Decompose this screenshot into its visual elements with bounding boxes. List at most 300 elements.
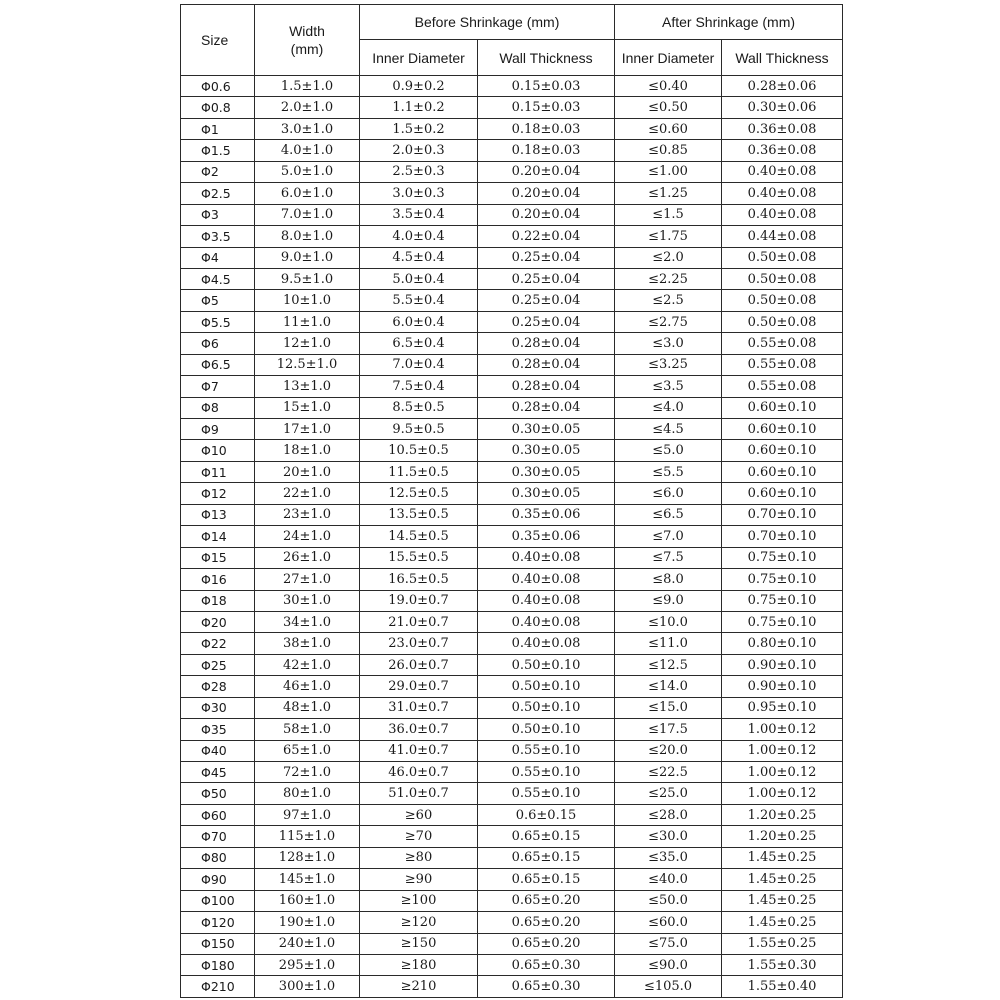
size-cell: Φ20 [181, 611, 255, 632]
table-row [181, 954, 843, 975]
width-cell: 58±1.0 [255, 719, 360, 740]
inner-diameter-after-cell: ≤6.0 [615, 483, 722, 504]
size-cell: Φ8 [181, 397, 255, 418]
wall-thickness-after-cell: 1.55±0.30 [722, 954, 843, 975]
table-row [181, 333, 843, 354]
wall-thickness-before-cell: 0.40±0.08 [478, 547, 615, 568]
size-cell: Φ100 [181, 890, 255, 911]
inner-diameter-before-cell: ≥180 [360, 954, 478, 975]
inner-diameter-before-cell: 0.9±0.2 [360, 76, 478, 97]
wall-thickness-after-cell: 0.75±0.10 [722, 569, 843, 590]
wall-thickness-before-cell: 0.40±0.08 [478, 569, 615, 590]
inner-diameter-after-cell: ≤6.5 [615, 504, 722, 525]
size-cell: Φ25 [181, 654, 255, 675]
table-row [181, 311, 843, 332]
wall-thickness-after-header: Wall Thickness [722, 40, 843, 76]
wall-thickness-after-cell: 1.55±0.40 [722, 976, 843, 997]
size-cell: Φ120 [181, 912, 255, 933]
wall-thickness-after-cell: 0.70±0.10 [722, 504, 843, 525]
wall-thickness-before-cell: 0.65±0.20 [478, 912, 615, 933]
size-cell: Φ18 [181, 590, 255, 611]
wall-thickness-before-cell: 0.28±0.04 [478, 333, 615, 354]
inner-diameter-before-cell: 26.0±0.7 [360, 654, 478, 675]
wall-thickness-after-cell: 0.28±0.06 [722, 76, 843, 97]
wall-thickness-before-cell: 0.65±0.30 [478, 976, 615, 997]
inner-diameter-before-cell: 46.0±0.7 [360, 762, 478, 783]
size-cell: Φ210 [181, 976, 255, 997]
size-cell: Φ4 [181, 247, 255, 268]
wall-thickness-after-cell: 0.50±0.08 [722, 290, 843, 311]
size-cell: Φ150 [181, 933, 255, 954]
inner-diameter-after-cell: ≤3.5 [615, 376, 722, 397]
wall-thickness-before-cell: 0.65±0.30 [478, 954, 615, 975]
width-cell: 65±1.0 [255, 740, 360, 761]
size-cell: Φ50 [181, 783, 255, 804]
wall-thickness-after-cell: 1.00±0.12 [722, 719, 843, 740]
inner-diameter-after-cell: ≤28.0 [615, 804, 722, 825]
inner-diameter-after-cell: ≤35.0 [615, 847, 722, 868]
table-row [181, 268, 843, 289]
inner-diameter-before-cell: 4.0±0.4 [360, 226, 478, 247]
inner-diameter-after-cell: ≤2.25 [615, 268, 722, 289]
width-cell: 15±1.0 [255, 397, 360, 418]
table-row [181, 118, 843, 139]
table-row [181, 976, 843, 997]
wall-thickness-after-cell: 0.60±0.10 [722, 397, 843, 418]
inner-diameter-after-cell: ≤2.0 [615, 247, 722, 268]
inner-diameter-after-cell: ≤15.0 [615, 697, 722, 718]
inner-diameter-after-cell: ≤50.0 [615, 890, 722, 911]
inner-diameter-after-cell: ≤90.0 [615, 954, 722, 975]
wall-thickness-after-cell: 1.45±0.25 [722, 869, 843, 890]
wall-thickness-before-cell: 0.35±0.06 [478, 504, 615, 525]
wall-thickness-after-cell: 0.40±0.08 [722, 183, 843, 204]
size-cell: Φ2.5 [181, 183, 255, 204]
table-row [181, 397, 843, 418]
inner-diameter-after-cell: ≤1.25 [615, 183, 722, 204]
wall-thickness-before-cell: 0.28±0.04 [478, 376, 615, 397]
inner-diameter-after-cell: ≤1.00 [615, 161, 722, 182]
size-cell: Φ35 [181, 719, 255, 740]
shrink-tube-spec-table [180, 4, 843, 998]
table-row [181, 461, 843, 482]
wall-thickness-after-cell: 0.40±0.08 [722, 204, 843, 225]
width-cell: 4.0±1.0 [255, 140, 360, 161]
inner-diameter-before-cell: 2.5±0.3 [360, 161, 478, 182]
size-cell: Φ4.5 [181, 268, 255, 289]
inner-diameter-before-cell: 21.0±0.7 [360, 611, 478, 632]
inner-diameter-before-cell: 5.5±0.4 [360, 290, 478, 311]
width-cell: 8.0±1.0 [255, 226, 360, 247]
width-cell: 3.0±1.0 [255, 118, 360, 139]
wall-thickness-before-cell: 0.28±0.04 [478, 354, 615, 375]
size-cell: Φ22 [181, 633, 255, 654]
inner-diameter-after-cell: ≤7.0 [615, 526, 722, 547]
width-cell: 10±1.0 [255, 290, 360, 311]
inner-diameter-before-cell: 9.5±0.5 [360, 419, 478, 440]
inner-diameter-before-cell: 14.5±0.5 [360, 526, 478, 547]
wall-thickness-before-cell: 0.30±0.05 [478, 483, 615, 504]
inner-diameter-after-cell: ≤20.0 [615, 740, 722, 761]
width-cell: 27±1.0 [255, 569, 360, 590]
inner-diameter-before-cell: 7.0±0.4 [360, 354, 478, 375]
table-row [181, 354, 843, 375]
size-cell: Φ0.6 [181, 76, 255, 97]
wall-thickness-after-cell: 1.45±0.25 [722, 912, 843, 933]
inner-diameter-before-cell: 13.5±0.5 [360, 504, 478, 525]
inner-diameter-after-cell: ≤22.5 [615, 762, 722, 783]
inner-diameter-after-cell: ≤5.0 [615, 440, 722, 461]
table-row [181, 654, 843, 675]
width-cell: 240±1.0 [255, 933, 360, 954]
width-cell: 24±1.0 [255, 526, 360, 547]
inner-diameter-after-cell: ≤0.60 [615, 118, 722, 139]
inner-diameter-after-cell: ≤0.40 [615, 76, 722, 97]
inner-diameter-before-cell: 10.5±0.5 [360, 440, 478, 461]
width-cell: 97±1.0 [255, 804, 360, 825]
inner-diameter-before-cell: 51.0±0.7 [360, 783, 478, 804]
inner-diameter-before-cell: 5.0±0.4 [360, 268, 478, 289]
size-cell: Φ40 [181, 740, 255, 761]
inner-diameter-after-cell: ≤1.75 [615, 226, 722, 247]
wall-thickness-before-header: Wall Thickness [478, 40, 615, 76]
wall-thickness-after-cell: 0.55±0.08 [722, 376, 843, 397]
wall-thickness-after-cell: 1.45±0.25 [722, 890, 843, 911]
inner-diameter-after-cell: ≤7.5 [615, 547, 722, 568]
inner-diameter-before-cell: 36.0±0.7 [360, 719, 478, 740]
width-header-line1: Width [289, 23, 325, 39]
wall-thickness-after-cell: 1.20±0.25 [722, 804, 843, 825]
size-cell: Φ80 [181, 847, 255, 868]
size-header: Size [181, 5, 255, 76]
width-header-line2: (mm) [290, 41, 324, 57]
wall-thickness-before-cell: 0.65±0.15 [478, 869, 615, 890]
wall-thickness-after-cell: 0.44±0.08 [722, 226, 843, 247]
table-row [181, 762, 843, 783]
table-row [181, 547, 843, 568]
inner-diameter-after-cell: ≤14.0 [615, 676, 722, 697]
inner-diameter-before-cell: 1.1±0.2 [360, 97, 478, 118]
wall-thickness-before-cell: 0.65±0.20 [478, 933, 615, 954]
wall-thickness-after-cell: 0.30±0.06 [722, 97, 843, 118]
inner-diameter-before-cell: 11.5±0.5 [360, 461, 478, 482]
wall-thickness-before-cell: 0.35±0.06 [478, 526, 615, 547]
inner-diameter-after-cell: ≤9.0 [615, 590, 722, 611]
wall-thickness-before-cell: 0.40±0.08 [478, 633, 615, 654]
table-row [181, 419, 843, 440]
inner-diameter-after-cell: ≤0.85 [615, 140, 722, 161]
wall-thickness-before-cell: 0.28±0.04 [478, 397, 615, 418]
size-cell: Φ15 [181, 547, 255, 568]
table-row [181, 740, 843, 761]
wall-thickness-before-cell: 0.55±0.10 [478, 762, 615, 783]
size-cell: Φ70 [181, 826, 255, 847]
wall-thickness-before-cell: 0.15±0.03 [478, 97, 615, 118]
table-row [181, 247, 843, 268]
width-cell: 5.0±1.0 [255, 161, 360, 182]
wall-thickness-after-cell: 1.00±0.12 [722, 740, 843, 761]
table-row [181, 847, 843, 868]
inner-diameter-before-cell: 1.5±0.2 [360, 118, 478, 139]
width-cell: 26±1.0 [255, 547, 360, 568]
inner-diameter-before-cell: 19.0±0.7 [360, 590, 478, 611]
table-row [181, 97, 843, 118]
inner-diameter-after-cell: ≤3.25 [615, 354, 722, 375]
size-cell: Φ16 [181, 569, 255, 590]
wall-thickness-before-cell: 0.22±0.04 [478, 226, 615, 247]
width-cell: 160±1.0 [255, 890, 360, 911]
wall-thickness-before-cell: 0.15±0.03 [478, 76, 615, 97]
inner-diameter-before-cell: 31.0±0.7 [360, 697, 478, 718]
inner-diameter-before-cell: ≥100 [360, 890, 478, 911]
width-cell: 7.0±1.0 [255, 204, 360, 225]
inner-diameter-before-cell: 3.0±0.3 [360, 183, 478, 204]
inner-diameter-before-cell: 16.5±0.5 [360, 569, 478, 590]
wall-thickness-after-cell: 1.00±0.12 [722, 783, 843, 804]
width-cell: 48±1.0 [255, 697, 360, 718]
width-cell: 38±1.0 [255, 633, 360, 654]
inner-diameter-after-cell: ≤11.0 [615, 633, 722, 654]
width-cell: 190±1.0 [255, 912, 360, 933]
width-cell: 46±1.0 [255, 676, 360, 697]
inner-diameter-before-cell: ≥120 [360, 912, 478, 933]
width-cell: 18±1.0 [255, 440, 360, 461]
size-cell: Φ14 [181, 526, 255, 547]
inner-diameter-before-header: Inner Diameter [360, 40, 478, 76]
table-row [181, 76, 843, 97]
wall-thickness-after-cell: 0.75±0.10 [722, 547, 843, 568]
inner-diameter-after-cell: ≤5.5 [615, 461, 722, 482]
inner-diameter-after-cell: ≤30.0 [615, 826, 722, 847]
inner-diameter-before-cell: 23.0±0.7 [360, 633, 478, 654]
table-row [181, 633, 843, 654]
size-cell: Φ6.5 [181, 354, 255, 375]
size-cell: Φ45 [181, 762, 255, 783]
table-row [181, 526, 843, 547]
size-cell: Φ28 [181, 676, 255, 697]
wall-thickness-after-cell: 1.55±0.25 [722, 933, 843, 954]
wall-thickness-before-cell: 0.20±0.04 [478, 204, 615, 225]
table-row [181, 611, 843, 632]
wall-thickness-before-cell: 0.30±0.05 [478, 440, 615, 461]
inner-diameter-before-cell: 15.5±0.5 [360, 547, 478, 568]
wall-thickness-before-cell: 0.50±0.10 [478, 654, 615, 675]
inner-diameter-before-cell: ≥150 [360, 933, 478, 954]
width-cell: 11±1.0 [255, 311, 360, 332]
inner-diameter-before-cell: 7.5±0.4 [360, 376, 478, 397]
width-cell: 13±1.0 [255, 376, 360, 397]
table-row [181, 376, 843, 397]
wall-thickness-before-cell: 0.20±0.04 [478, 161, 615, 182]
inner-diameter-after-cell: ≤25.0 [615, 783, 722, 804]
size-cell: Φ2 [181, 161, 255, 182]
wall-thickness-before-cell: 0.40±0.08 [478, 611, 615, 632]
inner-diameter-after-cell: ≤4.5 [615, 419, 722, 440]
inner-diameter-after-cell: ≤2.5 [615, 290, 722, 311]
width-cell: 72±1.0 [255, 762, 360, 783]
width-cell: 17±1.0 [255, 419, 360, 440]
inner-diameter-before-cell: ≥210 [360, 976, 478, 997]
table-row [181, 204, 843, 225]
size-cell: Φ5 [181, 290, 255, 311]
wall-thickness-before-cell: 0.30±0.05 [478, 419, 615, 440]
size-cell: Φ13 [181, 504, 255, 525]
table-row [181, 826, 843, 847]
table-body [181, 76, 843, 998]
table-row [181, 697, 843, 718]
size-cell: Φ6 [181, 333, 255, 354]
before-shrinkage-header: Before Shrinkage (mm) [360, 5, 615, 40]
size-cell: Φ90 [181, 869, 255, 890]
table-row [181, 290, 843, 311]
after-shrinkage-header: After Shrinkage (mm) [615, 5, 843, 40]
inner-diameter-after-cell: ≤40.0 [615, 869, 722, 890]
inner-diameter-after-cell: ≤10.0 [615, 611, 722, 632]
width-cell: 12±1.0 [255, 333, 360, 354]
size-cell: Φ0.8 [181, 97, 255, 118]
wall-thickness-after-cell: 0.75±0.10 [722, 590, 843, 611]
width-cell: 30±1.0 [255, 590, 360, 611]
inner-diameter-after-cell: ≤8.0 [615, 569, 722, 590]
width-cell: 23±1.0 [255, 504, 360, 525]
width-cell: 6.0±1.0 [255, 183, 360, 204]
wall-thickness-after-cell: 0.50±0.08 [722, 247, 843, 268]
table-row [181, 933, 843, 954]
inner-diameter-before-cell: ≥90 [360, 869, 478, 890]
wall-thickness-before-cell: 0.25±0.04 [478, 247, 615, 268]
inner-diameter-before-cell: 6.5±0.4 [360, 333, 478, 354]
size-cell: Φ10 [181, 440, 255, 461]
inner-diameter-after-cell: ≤60.0 [615, 912, 722, 933]
width-cell: 12.5±1.0 [255, 354, 360, 375]
width-cell: 80±1.0 [255, 783, 360, 804]
inner-diameter-before-cell: ≥60 [360, 804, 478, 825]
wall-thickness-before-cell: 0.25±0.04 [478, 290, 615, 311]
inner-diameter-after-cell: ≤2.75 [615, 311, 722, 332]
width-cell: 9.5±1.0 [255, 268, 360, 289]
wall-thickness-before-cell: 0.20±0.04 [478, 183, 615, 204]
width-cell: 1.5±1.0 [255, 76, 360, 97]
wall-thickness-after-cell: 0.55±0.08 [722, 354, 843, 375]
inner-diameter-before-cell: 12.5±0.5 [360, 483, 478, 504]
wall-thickness-before-cell: 0.6±0.15 [478, 804, 615, 825]
wall-thickness-before-cell: 0.25±0.04 [478, 311, 615, 332]
size-cell: Φ1.5 [181, 140, 255, 161]
table-row [181, 161, 843, 182]
wall-thickness-after-cell: 0.95±0.10 [722, 697, 843, 718]
size-cell: Φ30 [181, 697, 255, 718]
wall-thickness-before-cell: 0.55±0.10 [478, 740, 615, 761]
size-cell: Φ1 [181, 118, 255, 139]
wall-thickness-before-cell: 0.40±0.08 [478, 590, 615, 611]
size-cell: Φ12 [181, 483, 255, 504]
wall-thickness-after-cell: 0.36±0.08 [722, 118, 843, 139]
table-row [181, 783, 843, 804]
width-cell: 22±1.0 [255, 483, 360, 504]
wall-thickness-after-cell: 0.50±0.08 [722, 268, 843, 289]
width-cell: 115±1.0 [255, 826, 360, 847]
wall-thickness-before-cell: 0.50±0.10 [478, 719, 615, 740]
inner-diameter-after-cell: ≤17.5 [615, 719, 722, 740]
wall-thickness-before-cell: 0.18±0.03 [478, 118, 615, 139]
size-cell: Φ60 [181, 804, 255, 825]
wall-thickness-after-cell: 0.55±0.08 [722, 333, 843, 354]
table-row [181, 676, 843, 697]
inner-diameter-before-cell: 41.0±0.7 [360, 740, 478, 761]
wall-thickness-after-cell: 0.60±0.10 [722, 461, 843, 482]
wall-thickness-after-cell: 1.45±0.25 [722, 847, 843, 868]
wall-thickness-before-cell: 0.30±0.05 [478, 461, 615, 482]
wall-thickness-after-cell: 1.20±0.25 [722, 826, 843, 847]
table-row [181, 483, 843, 504]
width-cell: 34±1.0 [255, 611, 360, 632]
table-row [181, 183, 843, 204]
inner-diameter-after-cell: ≤75.0 [615, 933, 722, 954]
width-cell: 9.0±1.0 [255, 247, 360, 268]
wall-thickness-after-cell: 1.00±0.12 [722, 762, 843, 783]
wall-thickness-after-cell: 0.75±0.10 [722, 611, 843, 632]
size-cell: Φ11 [181, 461, 255, 482]
inner-diameter-before-cell: ≥70 [360, 826, 478, 847]
wall-thickness-after-cell: 0.60±0.10 [722, 483, 843, 504]
wall-thickness-after-cell: 0.90±0.10 [722, 676, 843, 697]
table-row [181, 804, 843, 825]
wall-thickness-after-cell: 0.60±0.10 [722, 440, 843, 461]
table-row [181, 226, 843, 247]
wall-thickness-before-cell: 0.65±0.15 [478, 826, 615, 847]
table-row [181, 440, 843, 461]
size-cell: Φ7 [181, 376, 255, 397]
inner-diameter-after-cell: ≤3.0 [615, 333, 722, 354]
size-cell: Φ9 [181, 419, 255, 440]
wall-thickness-before-cell: 0.18±0.03 [478, 140, 615, 161]
table-row [181, 504, 843, 525]
size-cell: Φ180 [181, 954, 255, 975]
table-row [181, 569, 843, 590]
wall-thickness-after-cell: 0.36±0.08 [722, 140, 843, 161]
inner-diameter-before-cell: 4.5±0.4 [360, 247, 478, 268]
inner-diameter-after-cell: ≤1.5 [615, 204, 722, 225]
table-row [181, 912, 843, 933]
wall-thickness-after-cell: 0.80±0.10 [722, 633, 843, 654]
wall-thickness-before-cell: 0.50±0.10 [478, 676, 615, 697]
inner-diameter-before-cell: 8.5±0.5 [360, 397, 478, 418]
wall-thickness-after-cell: 0.50±0.08 [722, 311, 843, 332]
size-cell: Φ5.5 [181, 311, 255, 332]
table-row [181, 719, 843, 740]
inner-diameter-before-cell: 3.5±0.4 [360, 204, 478, 225]
size-cell: Φ3.5 [181, 226, 255, 247]
inner-diameter-after-cell: ≤0.50 [615, 97, 722, 118]
inner-diameter-before-cell: 29.0±0.7 [360, 676, 478, 697]
inner-diameter-before-cell: 6.0±0.4 [360, 311, 478, 332]
width-cell: 2.0±1.0 [255, 97, 360, 118]
wall-thickness-before-cell: 0.65±0.20 [478, 890, 615, 911]
wall-thickness-before-cell: 0.65±0.15 [478, 847, 615, 868]
inner-diameter-after-header: Inner Diameter [615, 40, 722, 76]
wall-thickness-after-cell: 0.60±0.10 [722, 419, 843, 440]
width-cell: 20±1.0 [255, 461, 360, 482]
table-header [181, 5, 843, 76]
table-row [181, 590, 843, 611]
table-row [181, 890, 843, 911]
table-row [181, 869, 843, 890]
width-header [255, 5, 360, 76]
wall-thickness-after-cell: 0.40±0.08 [722, 161, 843, 182]
width-cell: 295±1.0 [255, 954, 360, 975]
table-row [181, 140, 843, 161]
wall-thickness-before-cell: 0.25±0.04 [478, 268, 615, 289]
